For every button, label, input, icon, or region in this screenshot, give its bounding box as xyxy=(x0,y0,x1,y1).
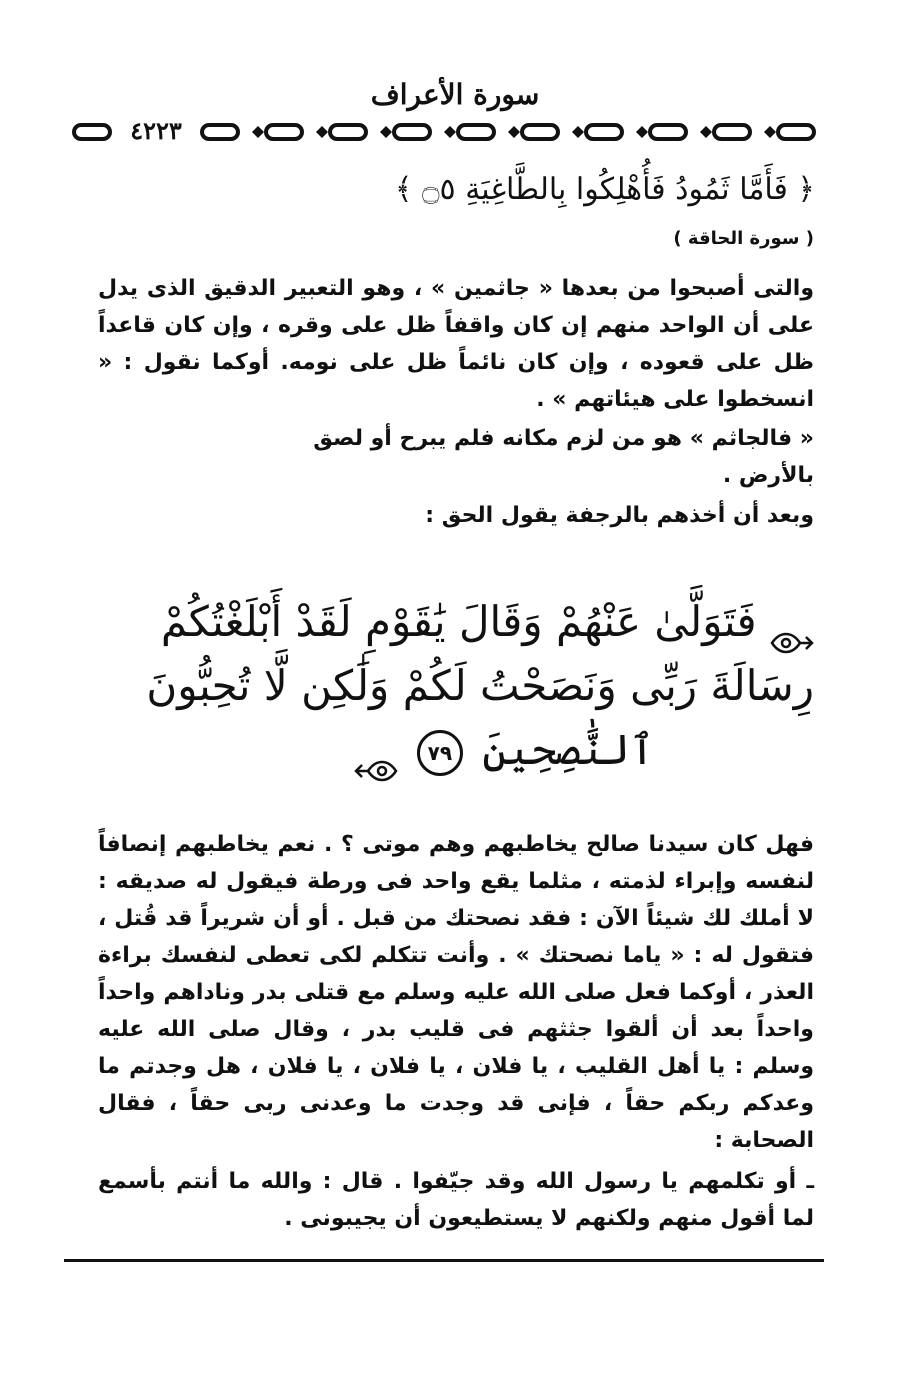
verse-close-ornament-icon xyxy=(354,739,398,767)
quran-verse-inline: ﴿ فَأَمَّا ثَمُودُ فَأُهْلِكُوا بِالطَّاغِيَةِ ۝٥ ﴾ xyxy=(394,172,815,207)
bottom-divider xyxy=(64,1259,824,1262)
page-number: ٤٢٢٣ xyxy=(114,116,198,146)
paragraph-1: والتى أصبحوا من بعدها « جاثمين » ، وهو التعبير الدقيق الذى يدل على أن الواحد منهم إن كان واقفاً ظل على وقره ، وإن كان قاعداً ظل على قعوده ، وإن كان نائماً ظل على نومه. أوكما نقول : « انسخطوا على هيئاتهم » . xyxy=(98,276,814,412)
paragraph-3: وبعد أن أخذهم بالرجفة يقول الحق : xyxy=(425,503,814,528)
surah-title: سورة الأعراف xyxy=(370,78,540,111)
verse-line-2: رِسَالَةَ رَبِّى وَنَصَحْتُ لَكُمْ وَلَٰكِن لَّا تُحِبُّونَ xyxy=(146,661,814,710)
verse-line-3 xyxy=(194,718,814,782)
paragraph-2: « فالجاثم » هو من لزم مكانه فلم يبرح أو لصق بالأرض . xyxy=(313,426,814,488)
verse-line-3-text: ٱلنَّٰصِحِينَ xyxy=(482,725,655,774)
verse-line-1-text: فَتَوَلَّىٰ عَنْهُمْ وَقَالَ يَٰقَوْمِ لَقَدْ أَبْلَغْتُكُمْ xyxy=(160,597,757,646)
verse-open-ornament-icon xyxy=(770,611,814,639)
verse-line-1 xyxy=(160,590,814,654)
paragraph-4: فهل كان سيدنا صالح يخاطبهم وهم موتى ؟ . نعم يخاطبهم إنصافاً لنفسه وإبراء لذمته ، مثلما يقع واحد فى ورطة فيقول له صديقه : لا أملك لك شيئاً الآن : فقد نصحتك من قبل . أو أن شريراً قد قُتل ، فتقول له : « ياما نصحتك » . وأنت تتكلم لكى تعطى لنفسك براءة العذر ، أوكما فعل صلى الله عليه وسلم مع قتلى بدر وناداهم واحداً واحداً بعد أن ألقوا جثثهم فى قليب بدر ، وقال صلى الله عليه وسلم : يا أهل القليب ، يا فلان ، يا فلان ، يا فلان ، هل وجدتم ما وعدكم ربكم حقاً ، فإنى قد وجدت ما وعدنى ربى حقاً ، فقال الصحابة : xyxy=(98,832,814,1153)
paragraph-5: ـ أو تكلمهم يا رسول الله وقد جيّفوا . قال : والله ما أنتم بأسمع لما أقول منهم ولكنهم لا يستطيعون أن يجيبونى . xyxy=(98,1169,814,1231)
quran-verse-block xyxy=(146,590,814,782)
surah-reference: ( سورة الحاقة ) xyxy=(673,228,814,249)
ayah-number-badge: ٧٩ xyxy=(417,730,463,776)
